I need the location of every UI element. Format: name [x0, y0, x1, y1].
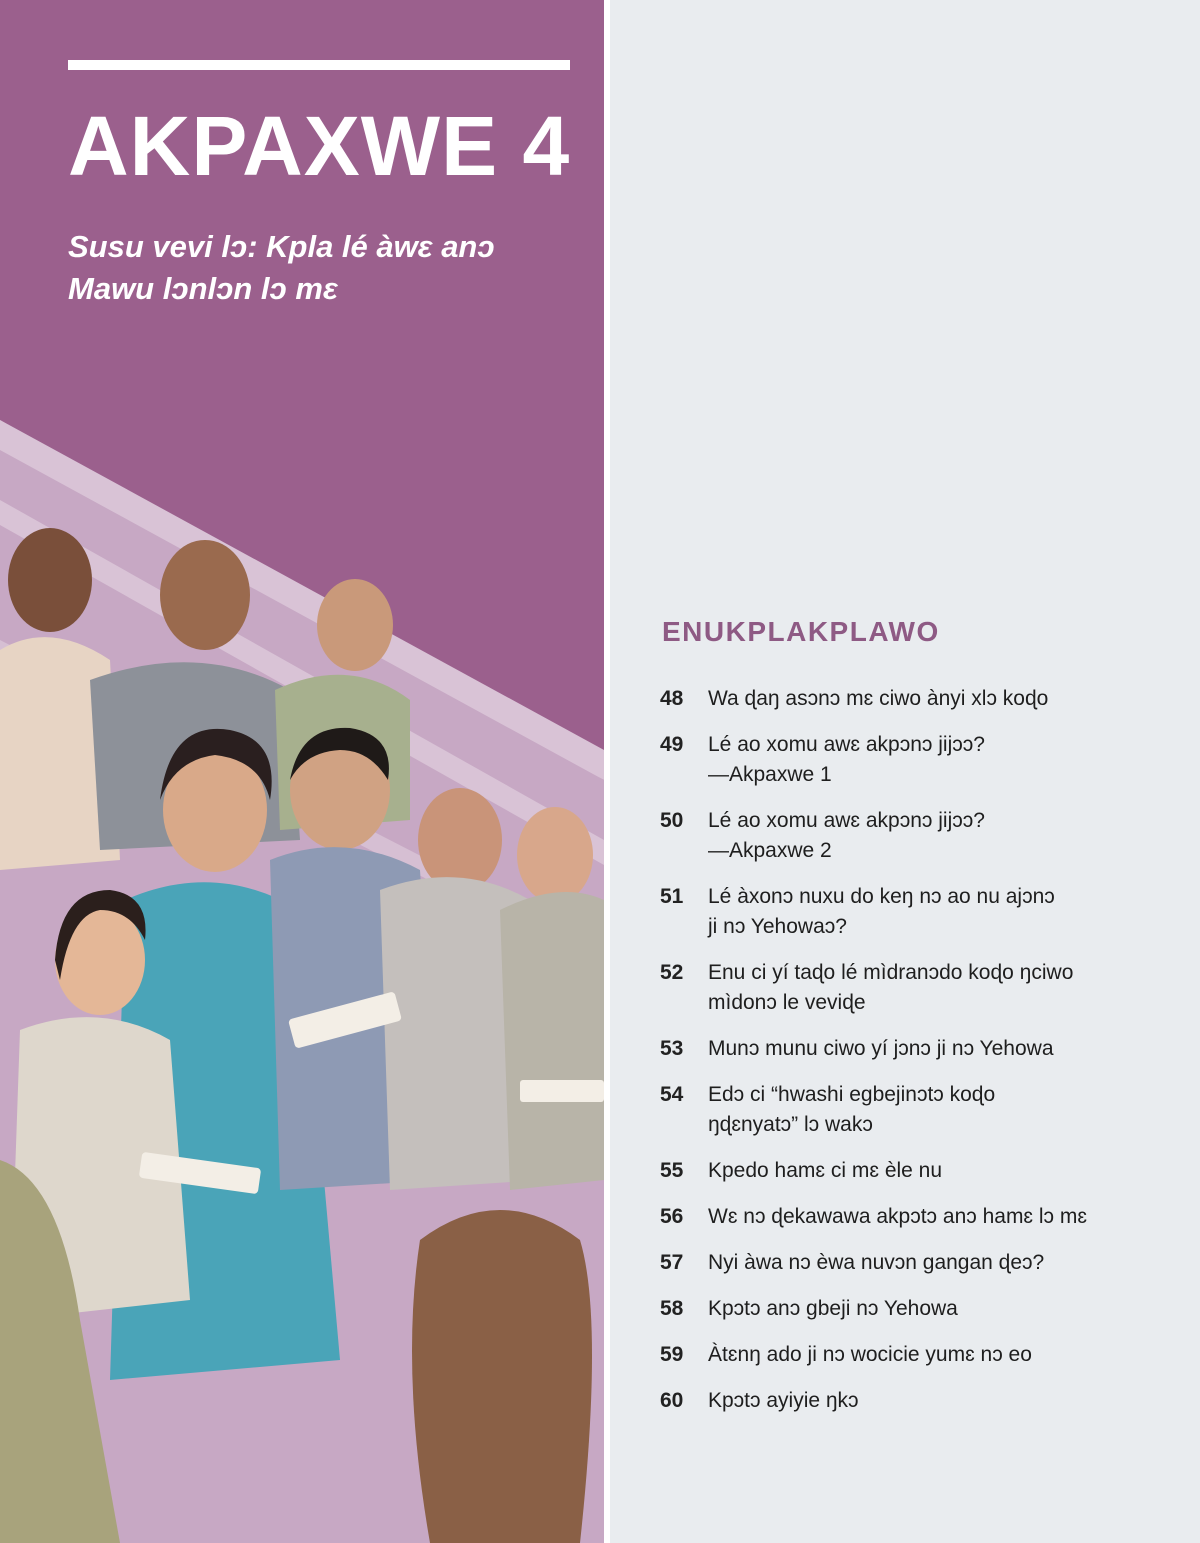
lesson-number: 48 — [660, 687, 684, 710]
lesson-item[interactable] — [660, 1340, 1160, 1370]
lesson-title[interactable]: Edɔ ci “hwashi egbejinɔtɔ koɖo ŋɖɛnyatɔ” lɔ wakɔ — [708, 1083, 996, 1136]
lesson-item[interactable] — [660, 730, 1160, 790]
lesson-title[interactable]: Lé àxonɔ nuxu do keŋ nɔ ao nu ajɔnɔ ji nɔ Yehowaɔ? — [708, 885, 1055, 938]
lesson-item[interactable] — [660, 958, 1160, 1018]
part-title: AKPAXWE 4 — [68, 99, 571, 193]
person-man-far-right-body — [500, 892, 604, 1190]
lesson-title[interactable]: Àtɛnŋ ado ji nɔ wocicie yumɛ nɔ eo — [708, 1343, 1032, 1366]
lesson-title[interactable]: Wɛ nɔ ɖekawawa akpɔtɔ anɔ hamɛ lɔ mɛ — [708, 1205, 1088, 1228]
lesson-number: 57 — [660, 1251, 684, 1274]
lesson-title[interactable]: Lé ao xomu awɛ akpɔnɔ jijɔɔ? —Akpaxwe 1 — [708, 733, 985, 786]
lesson-title[interactable]: Munɔ munu ciwo yí jɔnɔ ji nɔ Yehowa — [708, 1037, 1054, 1060]
lesson-number: 59 — [660, 1343, 684, 1366]
lesson-number: 53 — [660, 1037, 684, 1060]
contents-heading: ENUKPLAKPLAWO — [662, 616, 940, 647]
person-man-far-right-head — [517, 807, 593, 903]
lesson-item[interactable] — [660, 684, 1160, 714]
lesson-item[interactable] — [660, 1034, 1160, 1064]
lesson-number: 58 — [660, 1297, 684, 1320]
lesson-item[interactable] — [660, 806, 1160, 866]
lesson-number: 60 — [660, 1389, 684, 1412]
lesson-title[interactable]: Wa ɖaŋ asɔnɔ mɛ ciwo ànyi xlɔ koɖo — [708, 687, 1049, 710]
lesson-title[interactable]: Lé ao xomu awɛ akpɔnɔ jijɔɔ? —Akpaxwe 2 — [708, 809, 985, 862]
lesson-number: 49 — [660, 733, 684, 756]
lesson-number: 54 — [660, 1083, 684, 1106]
person-man-right-head — [418, 788, 502, 892]
top-rule — [68, 60, 570, 70]
person-back-right-head — [317, 579, 393, 671]
lesson-title[interactable]: Nyi àwa nɔ èwa nuvɔn gangan ɖeɔ? — [708, 1251, 1045, 1274]
lesson-item[interactable] — [660, 1386, 1160, 1416]
lesson-item[interactable] — [660, 1202, 1160, 1232]
open-book-right — [520, 1080, 604, 1102]
lesson-number: 50 — [660, 809, 684, 832]
person-bottom-right-hair — [412, 1210, 592, 1543]
person-back-center-head — [160, 540, 250, 650]
congregation-illustration — [0, 420, 604, 1543]
part-subtitle: Susu vevi lɔ: Kpla lé àwɛ anɔ Mawu lɔnlɔn lɔ mɛ — [68, 229, 495, 306]
lesson-number: 51 — [660, 885, 684, 908]
lesson-item[interactable] — [660, 1294, 1160, 1324]
lesson-item[interactable] — [660, 1080, 1160, 1140]
lesson-number: 52 — [660, 961, 684, 984]
lesson-title[interactable]: Kpedo hamɛ ci mɛ èle nu — [708, 1159, 943, 1182]
lesson-item[interactable] — [660, 1248, 1160, 1278]
person-back-left-head — [8, 528, 92, 632]
lesson-title[interactable]: Enu ci yí taɖo lé mìdranɔdo koɖo ŋciwo mìdonɔ le veviɖe — [708, 961, 1074, 1014]
lesson-title[interactable]: Kpɔtɔ ayiyie ŋkɔ — [708, 1389, 859, 1412]
lesson-number: 55 — [660, 1159, 684, 1182]
lesson-item[interactable] — [660, 1156, 1160, 1186]
lesson-title[interactable]: Kpɔtɔ anɔ gbeji nɔ Yehowa — [708, 1297, 958, 1320]
lessons-list — [660, 684, 1160, 1432]
lesson-number: 56 — [660, 1205, 684, 1228]
lesson-item[interactable] — [660, 882, 1160, 942]
